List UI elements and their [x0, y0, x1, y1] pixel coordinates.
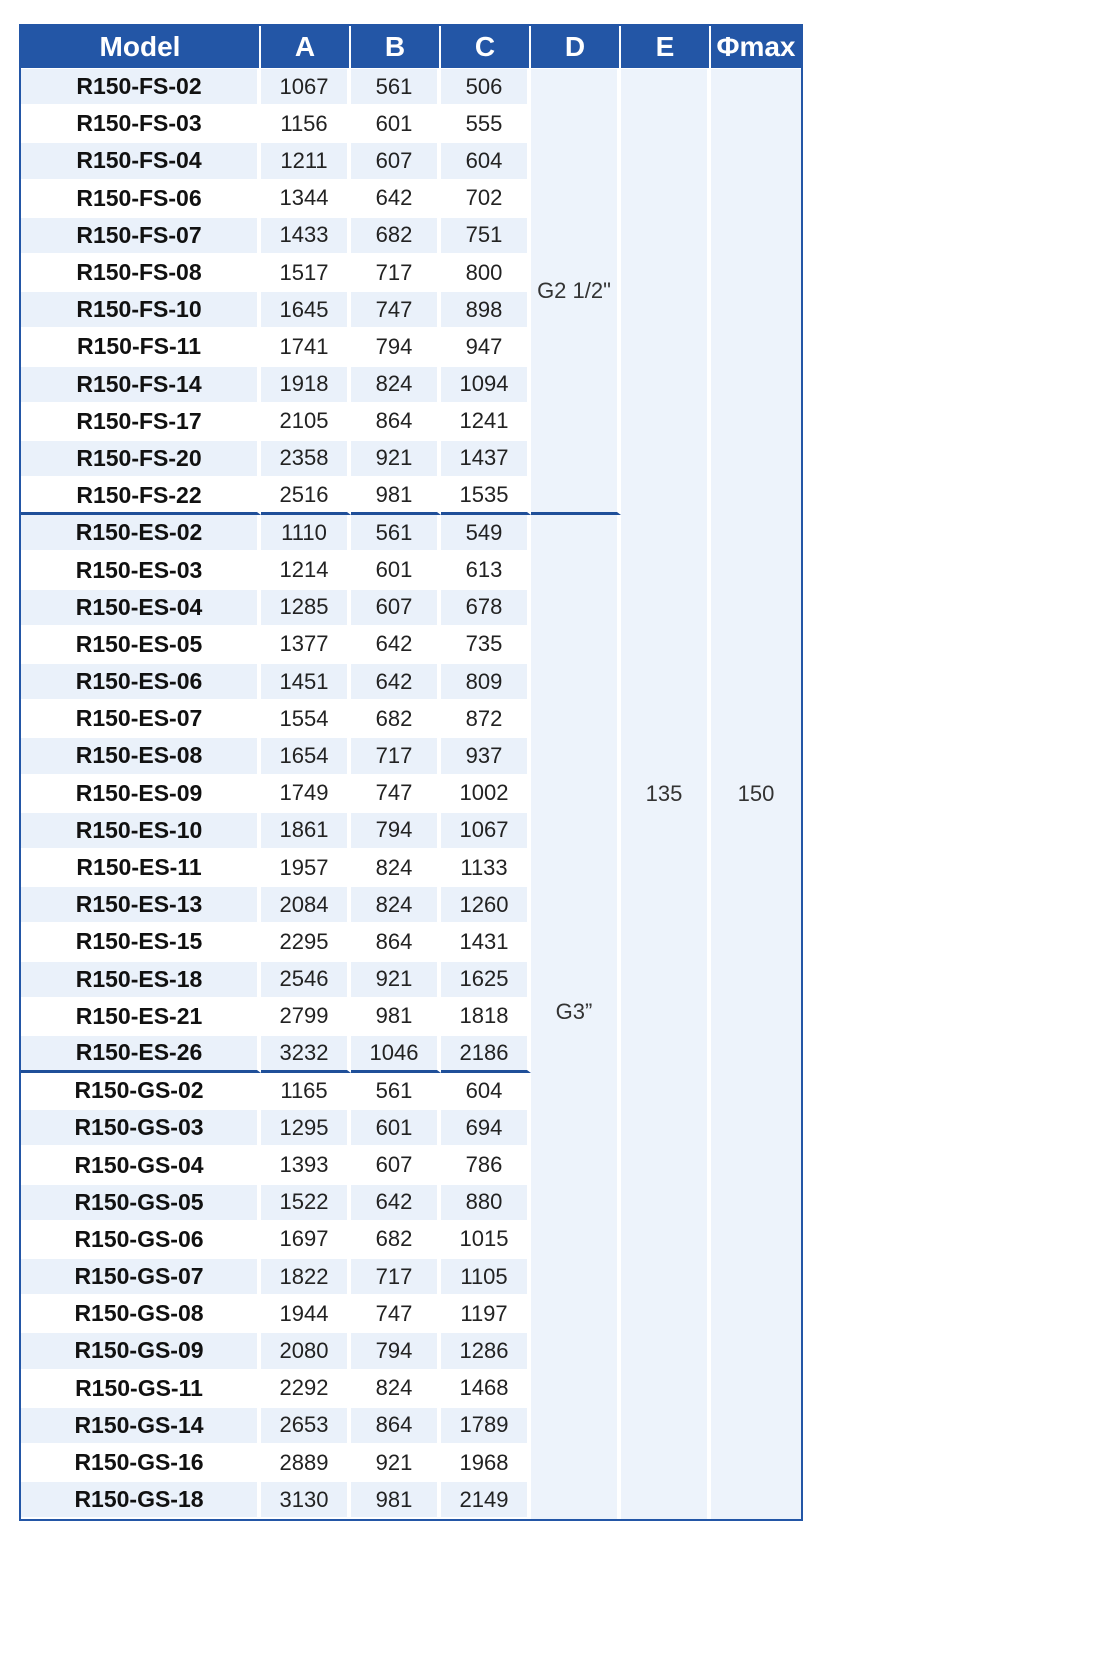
- cell-a: 1822: [261, 1259, 351, 1296]
- cell-a: 2105: [261, 404, 351, 441]
- cell-model: R150-GS-14: [21, 1408, 261, 1445]
- header-b: B: [351, 26, 441, 69]
- cell-a: 1957: [261, 850, 351, 887]
- cell-c: 549: [441, 515, 531, 552]
- spec-table: [19, 24, 803, 1521]
- cell-c: 1015: [441, 1222, 531, 1259]
- cell-model: R150-ES-18: [21, 962, 261, 999]
- cell-b: 794: [351, 1333, 441, 1370]
- cell-model: R150-FS-06: [21, 181, 261, 218]
- cell-model: R150-GS-11: [21, 1371, 261, 1408]
- cell-b: 561: [351, 1073, 441, 1110]
- cell-c: 880: [441, 1185, 531, 1222]
- cell-a: 2084: [261, 887, 351, 924]
- cell-model: R150-FS-08: [21, 255, 261, 292]
- cell-c: 604: [441, 1073, 531, 1110]
- cell-model: R150-ES-13: [21, 887, 261, 924]
- table-row: [21, 69, 801, 106]
- cell-model: R150-GS-02: [21, 1073, 261, 1110]
- cell-c: 1437: [441, 441, 531, 478]
- cell-model: R150-FS-11: [21, 329, 261, 366]
- cell-b: 561: [351, 515, 441, 552]
- cell-model: R150-FS-04: [21, 143, 261, 180]
- cell-b: 864: [351, 924, 441, 961]
- cell-a: 1918: [261, 367, 351, 404]
- header-c: C: [441, 26, 531, 69]
- cell-model: R150-ES-03: [21, 552, 261, 589]
- cell-b: 607: [351, 1147, 441, 1184]
- cell-c: 1431: [441, 924, 531, 961]
- cell-b: 981: [351, 1482, 441, 1519]
- cell-c: 1241: [441, 404, 531, 441]
- cell-c: 1818: [441, 999, 531, 1036]
- cell-b: 607: [351, 590, 441, 627]
- cell-c: 613: [441, 552, 531, 589]
- cell-a: 2516: [261, 478, 351, 515]
- cell-b: 642: [351, 627, 441, 664]
- cell-model: R150-FS-22: [21, 478, 261, 515]
- cell-model: R150-ES-08: [21, 738, 261, 775]
- cell-a: 2080: [261, 1333, 351, 1370]
- cell-c: 1468: [441, 1371, 531, 1408]
- cell-b: 824: [351, 850, 441, 887]
- cell-c: 735: [441, 627, 531, 664]
- cell-phi-max: 150: [711, 69, 801, 1519]
- cell-a: 1451: [261, 664, 351, 701]
- cell-b: 682: [351, 1222, 441, 1259]
- cell-b: 561: [351, 69, 441, 106]
- cell-b: 794: [351, 329, 441, 366]
- cell-a: 3232: [261, 1036, 351, 1073]
- cell-b: 717: [351, 255, 441, 292]
- cell-c: 1260: [441, 887, 531, 924]
- cell-model: R150-ES-04: [21, 590, 261, 627]
- header-a: A: [261, 26, 351, 69]
- header-d: D: [531, 26, 621, 69]
- cell-b: 642: [351, 664, 441, 701]
- cell-b: 682: [351, 701, 441, 738]
- cell-b: 747: [351, 1296, 441, 1333]
- cell-a: 2292: [261, 1371, 351, 1408]
- cell-c: 1286: [441, 1333, 531, 1370]
- cell-model: R150-GS-08: [21, 1296, 261, 1333]
- cell-b: 642: [351, 181, 441, 218]
- cell-a: 1433: [261, 218, 351, 255]
- header-row: [21, 26, 801, 69]
- cell-model: R150-ES-21: [21, 999, 261, 1036]
- cell-c: 555: [441, 106, 531, 143]
- cell-b: 981: [351, 999, 441, 1036]
- cell-c: 506: [441, 69, 531, 106]
- cell-b: 794: [351, 813, 441, 850]
- cell-b: 747: [351, 292, 441, 329]
- cell-model: R150-ES-06: [21, 664, 261, 701]
- cell-model: R150-GS-03: [21, 1110, 261, 1147]
- cell-c: 1094: [441, 367, 531, 404]
- cell-model: R150-FS-03: [21, 106, 261, 143]
- cell-c: 604: [441, 143, 531, 180]
- cell-b: 824: [351, 887, 441, 924]
- cell-b: 864: [351, 1408, 441, 1445]
- cell-c: 751: [441, 218, 531, 255]
- cell-model: R150-GS-05: [21, 1185, 261, 1222]
- cell-b: 824: [351, 1371, 441, 1408]
- cell-c: 1968: [441, 1445, 531, 1482]
- cell-c: 1197: [441, 1296, 531, 1333]
- cell-b: 601: [351, 552, 441, 589]
- cell-model: R150-FS-14: [21, 367, 261, 404]
- cell-model: R150-ES-26: [21, 1036, 261, 1073]
- cell-model: R150-GS-18: [21, 1482, 261, 1519]
- cell-model: R150-GS-06: [21, 1222, 261, 1259]
- cell-a: 1377: [261, 627, 351, 664]
- cell-c: 1002: [441, 776, 531, 813]
- cell-c: 872: [441, 701, 531, 738]
- cell-a: 2546: [261, 962, 351, 999]
- cell-a: 1295: [261, 1110, 351, 1147]
- cell-c: 694: [441, 1110, 531, 1147]
- cell-b: 1046: [351, 1036, 441, 1073]
- cell-c: 786: [441, 1147, 531, 1184]
- cell-c: 1133: [441, 850, 531, 887]
- cell-d-g2-1-2: G2 1/2": [531, 69, 621, 515]
- cell-b: 864: [351, 404, 441, 441]
- cell-a: 1861: [261, 813, 351, 850]
- cell-a: 1554: [261, 701, 351, 738]
- cell-b: 607: [351, 143, 441, 180]
- cell-b: 601: [351, 106, 441, 143]
- cell-a: 1165: [261, 1073, 351, 1110]
- header-e: E: [621, 26, 711, 69]
- cell-model: R150-ES-11: [21, 850, 261, 887]
- cell-c: 937: [441, 738, 531, 775]
- cell-a: 1645: [261, 292, 351, 329]
- cell-a: 2358: [261, 441, 351, 478]
- cell-a: 1749: [261, 776, 351, 813]
- cell-model: R150-FS-07: [21, 218, 261, 255]
- table-body: [21, 69, 801, 1519]
- cell-c: 1067: [441, 813, 531, 850]
- cell-e: 135: [621, 69, 711, 1519]
- cell-a: 3130: [261, 1482, 351, 1519]
- cell-c: 1105: [441, 1259, 531, 1296]
- cell-a: 1944: [261, 1296, 351, 1333]
- cell-a: 1654: [261, 738, 351, 775]
- cell-b: 717: [351, 1259, 441, 1296]
- cell-model: R150-ES-02: [21, 515, 261, 552]
- cell-a: 1393: [261, 1147, 351, 1184]
- cell-a: 1697: [261, 1222, 351, 1259]
- cell-a: 2889: [261, 1445, 351, 1482]
- cell-model: R150-ES-15: [21, 924, 261, 961]
- cell-model: R150-GS-04: [21, 1147, 261, 1184]
- cell-c: 800: [441, 255, 531, 292]
- cell-c: 2186: [441, 1036, 531, 1073]
- header-model: Model: [21, 26, 261, 69]
- cell-d-g3: [531, 515, 621, 1519]
- cell-a: 2653: [261, 1408, 351, 1445]
- cell-d-g3-text: G3”: [555, 999, 593, 1025]
- cell-b: 717: [351, 738, 441, 775]
- cell-a: 1344: [261, 181, 351, 218]
- cell-a: 1285: [261, 590, 351, 627]
- cell-model: R150-GS-07: [21, 1259, 261, 1296]
- cell-a: 1067: [261, 69, 351, 106]
- cell-b: 981: [351, 478, 441, 515]
- cell-a: 2295: [261, 924, 351, 961]
- cell-model: R150-FS-02: [21, 69, 261, 106]
- cell-a: 1156: [261, 106, 351, 143]
- cell-c: 898: [441, 292, 531, 329]
- cell-b: 921: [351, 441, 441, 478]
- cell-a: 1214: [261, 552, 351, 589]
- cell-model: R150-ES-10: [21, 813, 261, 850]
- header-phi-max: Φmax: [711, 26, 801, 69]
- cell-c: 678: [441, 590, 531, 627]
- cell-b: 642: [351, 1185, 441, 1222]
- cell-model: R150-ES-09: [21, 776, 261, 813]
- cell-b: 682: [351, 218, 441, 255]
- cell-b: 747: [351, 776, 441, 813]
- cell-a: 1517: [261, 255, 351, 292]
- cell-model: R150-GS-09: [21, 1333, 261, 1370]
- cell-a: 1741: [261, 329, 351, 366]
- cell-a: 1110: [261, 515, 351, 552]
- cell-b: 824: [351, 367, 441, 404]
- cell-c: 1535: [441, 478, 531, 515]
- cell-b: 921: [351, 962, 441, 999]
- cell-model: R150-ES-07: [21, 701, 261, 738]
- cell-c: 947: [441, 329, 531, 366]
- cell-b: 921: [351, 1445, 441, 1482]
- cell-c: 809: [441, 664, 531, 701]
- cell-model: R150-FS-17: [21, 404, 261, 441]
- cell-model: R150-FS-20: [21, 441, 261, 478]
- cell-c: 1789: [441, 1408, 531, 1445]
- cell-a: 2799: [261, 999, 351, 1036]
- cell-c: 702: [441, 181, 531, 218]
- cell-c: 1625: [441, 962, 531, 999]
- cell-b: 601: [351, 1110, 441, 1147]
- cell-a: 1211: [261, 143, 351, 180]
- cell-model: R150-ES-05: [21, 627, 261, 664]
- cell-a: 1522: [261, 1185, 351, 1222]
- cell-model: R150-GS-16: [21, 1445, 261, 1482]
- cell-c: 2149: [441, 1482, 531, 1519]
- cell-model: R150-FS-10: [21, 292, 261, 329]
